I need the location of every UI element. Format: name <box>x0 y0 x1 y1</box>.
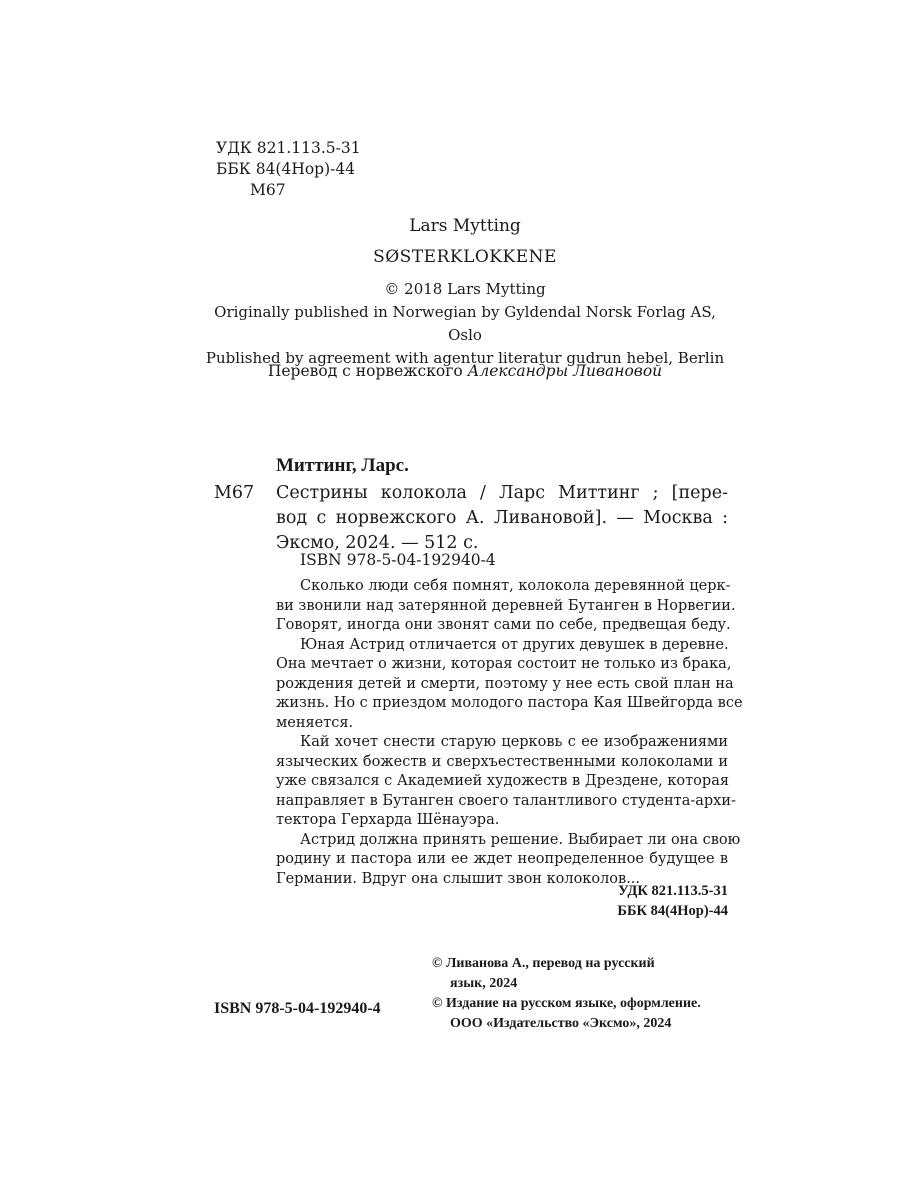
translation-credit <box>200 362 730 380</box>
annotation-line: тектора Герхарда Шёнауэра. <box>276 812 500 828</box>
udk-code: УДК 821.113.5-31 <box>216 139 361 157</box>
annotation-line: уже связался с Академией художеств в Дрездене, которая <box>276 773 729 789</box>
catalog-desc-line: Сестрины колокола / Ларс Миттинг ; [пере- <box>276 483 728 503</box>
footer-classification <box>617 881 728 921</box>
annotation-line: языческих божеств и сверхъестественными колоколами и <box>276 753 728 770</box>
catalog-desc-line: вод с норвежского А. Ливановой]. — Москва : <box>276 508 728 528</box>
classification-codes <box>216 138 361 201</box>
bbk-code: ББК 84(4Нор)-44 <box>216 160 356 178</box>
annotation-line: меняется. <box>276 714 354 731</box>
catalog-author-heading: Миттинг, Ларс. <box>276 455 409 476</box>
translator-name: Александры Ливановой <box>467 362 663 380</box>
catalog-author-mark: М67 <box>214 483 255 503</box>
copyright-line: ООО «Издательство «Эксмо», 2024 <box>450 1016 672 1031</box>
annotation-line: Германии. Вдруг она слышит звон колоколов... <box>276 870 641 887</box>
annotation-line: жизнь. Но с приездом молодого пастора Кая Швейгорда все <box>276 695 743 711</box>
annotation-line: родину и пастора или ее ждет неопределенное будущее в <box>276 851 728 867</box>
annotation-line: Кай хочет снести старую церковь с ее изображениями <box>300 734 728 750</box>
annotation-line: Юная Астрид отличается от других девушек в деревне. <box>300 636 729 653</box>
annotation-line: направляет в Бутанген своего талантливого студента-архи- <box>276 792 736 809</box>
copyright-line: © Ливанова А., перевод на русский <box>432 956 655 971</box>
annotation <box>276 577 743 889</box>
original-author: Lars Mytting <box>409 216 521 236</box>
annotation-line: Астрид должна принять решение. Выбирает ли она свою <box>300 831 741 848</box>
annotation-line: Она мечтает о жизни, которая состоит не только из брака, <box>276 656 732 672</box>
russian-copyright <box>432 954 701 1034</box>
copyright-line: © Издание на русском языке, оформление. <box>432 996 701 1011</box>
translation-prefix: Перевод с норвежского <box>267 362 468 380</box>
catalog-description <box>276 481 728 556</box>
publication-notice <box>200 301 730 370</box>
annotation-line: Говорят, иногда они звонят сами по себе, предвещая беду. <box>276 617 731 633</box>
published-line-2: Published by agreement with agentur literatur gudrun hebel, Berlin <box>205 349 725 367</box>
footer-isbn: ISBN 978-5-04-192940-4 <box>214 1000 381 1017</box>
annotation-line: рождения детей и смерти, поэтому у нее есть свой план на <box>276 675 734 692</box>
annotation-line: Сколько люди себя помнят, колокола деревянной церк- <box>300 578 731 594</box>
footer-bbk: ББК 84(4Нор)-44 <box>617 903 728 919</box>
original-copyright: © 2018 Lars Mytting <box>384 280 546 298</box>
catalog-desc-line: Эксмо, 2024. — 512 с. <box>276 533 479 553</box>
author-mark: М67 <box>250 181 286 199</box>
annotation-line: ви звонили над затерянной деревней Бутанген в Норвегии. <box>276 597 736 614</box>
original-title: SØSTERKLOKKENE <box>373 247 557 267</box>
catalog-isbn: ISBN 978-5-04-192940-4 <box>300 551 496 569</box>
copyright-line: язык, 2024 <box>450 976 518 991</box>
published-line-1: Originally published in Norwegian by Gyldendal Norsk Forlag AS, Oslo <box>214 303 716 344</box>
footer-udk: УДК 821.113.5-31 <box>618 883 728 899</box>
